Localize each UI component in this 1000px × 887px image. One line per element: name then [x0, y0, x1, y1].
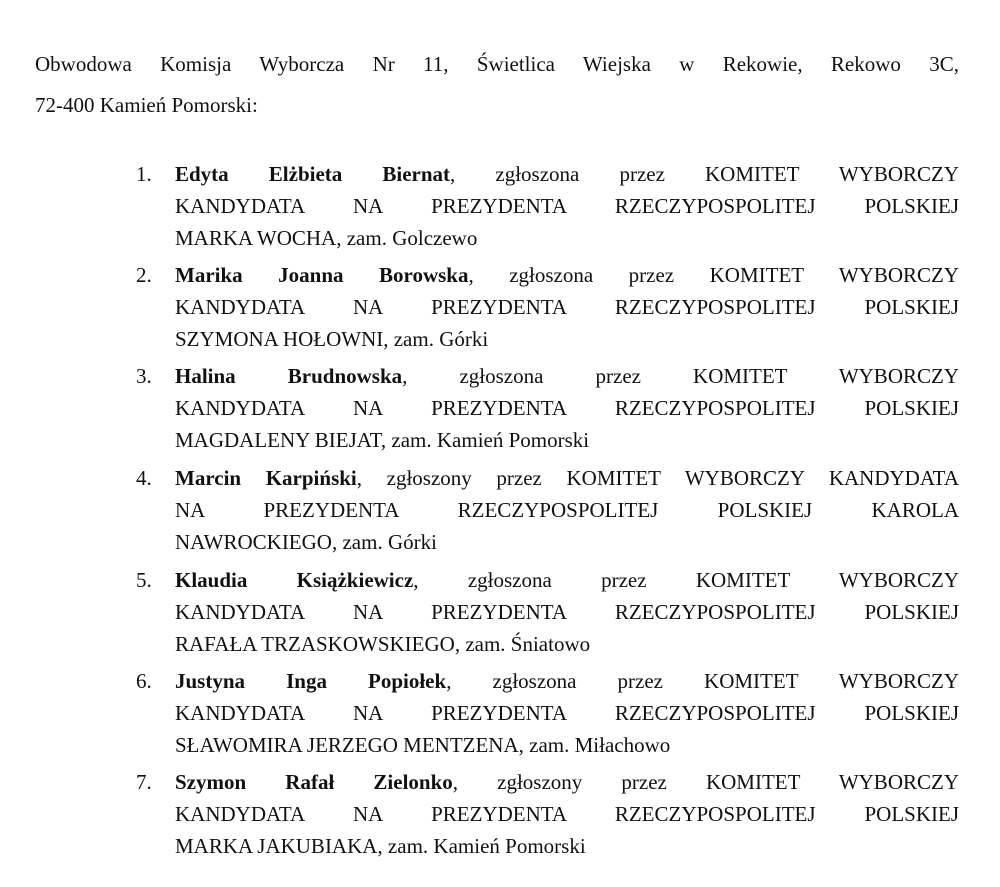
member-name: Marika Joanna Borowska — [175, 263, 469, 287]
item-number: 3. — [136, 364, 152, 388]
member-name: Halina Brudnowska — [175, 364, 403, 388]
item-body — [175, 462, 959, 558]
member-nomination: , zgłoszona przez KOMITET WYBORCZY — [413, 568, 959, 592]
item-line-1 — [175, 564, 959, 596]
item-line-1 — [175, 259, 959, 291]
header-line-2: 72-400 Kamień Pomorski: — [35, 93, 258, 117]
member-nomination: , zgłoszona przez KOMITET WYBORCZY — [402, 364, 959, 388]
item-line-3: MARKA WOCHA, zam. Golczewo — [175, 226, 478, 250]
item-body — [175, 564, 959, 660]
item-number: 1. — [136, 162, 152, 186]
item-line-2: KANDYDATA NA PREZYDENTA RZECZYPOSPOLITEJ POLSKIEJ — [175, 701, 959, 725]
item-number: 2. — [136, 263, 152, 287]
commission-header — [35, 44, 959, 126]
item-line-2: KANDYDATA NA PREZYDENTA RZECZYPOSPOLITEJ POLSKIEJ — [175, 600, 959, 624]
member-nomination: , zgłoszony przez KOMITET WYBORCZY — [452, 770, 959, 794]
item-body — [175, 766, 959, 862]
item-line-3: RAFAŁA TRZASKOWSKIEGO, zam. Śniatowo — [175, 632, 591, 656]
item-number: 5. — [136, 568, 152, 592]
item-line-3: SŁAWOMIRA JERZEGO MENTZENA, zam. Miłachowo — [175, 733, 671, 757]
item-body — [175, 158, 959, 254]
member-name: Justyna Inga Popiołek — [175, 669, 447, 693]
item-body — [175, 259, 959, 355]
item-line-3: NAWROCKIEGO, zam. Górki — [175, 530, 437, 554]
item-body — [175, 360, 959, 456]
item-line-2: KANDYDATA NA PREZYDENTA RZECZYPOSPOLITEJ POLSKIEJ — [175, 295, 959, 319]
item-line-3: SZYMONA HOŁOWNI, zam. Górki — [175, 327, 489, 351]
item-line-2: KANDYDATA NA PREZYDENTA RZECZYPOSPOLITEJ POLSKIEJ — [175, 194, 959, 218]
item-line-2: KANDYDATA NA PREZYDENTA RZECZYPOSPOLITEJ POLSKIEJ — [175, 802, 959, 826]
item-line-3: MAGDALENY BIEJAT, zam. Kamień Pomorski — [175, 428, 590, 452]
member-nomination: , zgłoszona przez KOMITET WYBORCZY — [450, 162, 959, 186]
item-line-3: MARKA JAKUBIAKA, zam. Kamień Pomorski — [175, 834, 586, 858]
member-nomination: , zgłoszona przez KOMITET WYBORCZY — [446, 669, 959, 693]
item-line-2: KANDYDATA NA PREZYDENTA RZECZYPOSPOLITEJ POLSKIEJ — [175, 396, 959, 420]
item-line-1 — [175, 665, 959, 697]
item-number: 4. — [136, 466, 152, 490]
member-name: Klaudia Książkiewicz — [175, 568, 414, 592]
member-name: Szymon Rafał Zielonko — [175, 770, 453, 794]
item-line-1 — [175, 360, 959, 392]
item-line-1 — [175, 462, 959, 494]
member-nomination: , zgłoszony przez KOMITET WYBORCZY KANDYDATA — [356, 466, 959, 490]
item-body — [175, 665, 959, 761]
member-nomination: , zgłoszona przez KOMITET WYBORCZY — [468, 263, 959, 287]
member-name: Edyta Elżbieta Biernat — [175, 162, 451, 186]
member-name: Marcin Karpiński — [175, 466, 357, 490]
item-number: 6. — [136, 669, 152, 693]
item-line-1 — [175, 766, 959, 798]
item-line-2: NA PREZYDENTA RZECZYPOSPOLITEJ POLSKIEJ KAROLA — [175, 498, 959, 522]
item-number: 7. — [136, 770, 152, 794]
header-line-1: Obwodowa Komisja Wyborcza Nr 11, Świetlica Wiejska w Rekowie, Rekowo 3C, — [35, 52, 959, 76]
item-line-1 — [175, 158, 959, 190]
